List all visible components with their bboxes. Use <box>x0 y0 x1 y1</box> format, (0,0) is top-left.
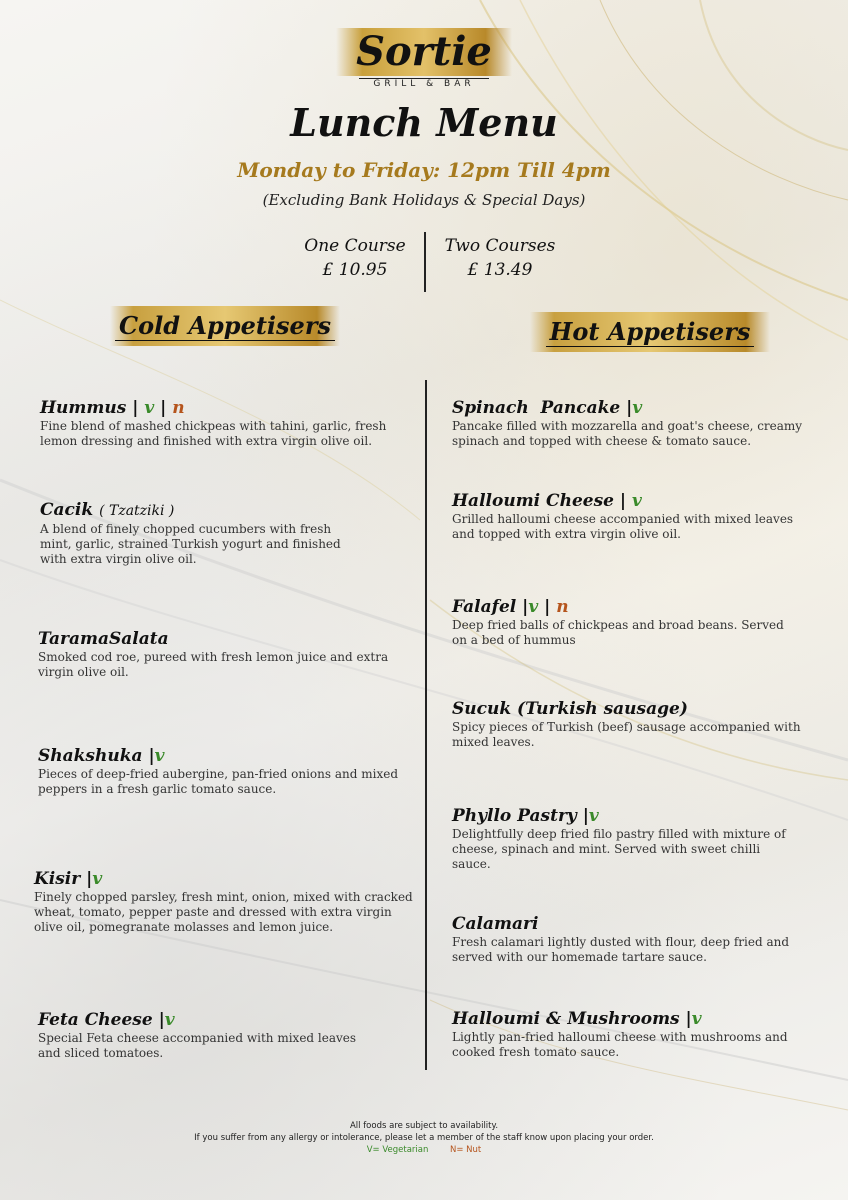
item-name: Cacik ( Tzatziki ) <box>40 500 175 520</box>
nut-tag: n <box>556 597 569 617</box>
item-description: Grilled halloumi cheese accompanied with mixed leaves and topped with extra virgin olive oil. <box>452 512 794 541</box>
item-description: Fine blend of mashed chickpeas with tahini, garlic, fresh lemon dressing and finished with extra virgin olive oil. <box>40 419 387 448</box>
one-course-amount: £ 10.95 <box>322 260 388 280</box>
menu-item-halloumi-cheese <box>452 491 812 542</box>
menu-item-feta-cheese <box>38 1010 368 1061</box>
item-description: A blend of finely chopped cucumbers with fresh mint, garlic, strained Turkish yogurt and finished with extra virgin olive oil. <box>40 522 341 566</box>
service-hours: Monday to Friday: 12pm Till 4pm <box>237 158 611 182</box>
item-name: Phyllo Pastry |v <box>452 806 599 826</box>
menu-title: Lunch Menu <box>290 100 558 145</box>
item-description: Delightfully deep fried filo pastry filled with mixture of cheese, spinach and mint. Served with sweet chilli sauce. <box>452 827 786 871</box>
vegetarian-tag: v <box>632 491 642 511</box>
hot-appetisers-heading-text: Hot Appetisers <box>546 317 755 347</box>
menu-item-cacik <box>40 500 360 567</box>
allergy-note: If you suffer from any allergy or intolerance, please let a member of the staff know upon placing your order. <box>194 1133 654 1143</box>
vegetarian-tag: v <box>691 1009 702 1029</box>
legend-nut: N= Nut <box>450 1145 482 1155</box>
menu-item-halloumi-mushrooms <box>452 1009 802 1060</box>
item-name: Sucuk (Turkish sausage) <box>452 699 688 719</box>
price-divider <box>424 232 426 292</box>
menu-item-shakshuka <box>38 746 408 797</box>
menu-item-phyllo-pastry <box>452 806 802 872</box>
footer-notes <box>0 1120 848 1156</box>
vegetarian-tag: v <box>528 597 539 617</box>
nut-tag: n <box>172 398 185 418</box>
item-name: Kisir |v <box>34 869 103 889</box>
menu-item-hummus <box>40 398 410 449</box>
menu-item-falafel <box>452 597 792 648</box>
vegetarian-tag: v <box>632 398 643 418</box>
item-name: Spinach Pancake |v <box>452 398 643 418</box>
vegetarian-tag: v <box>144 398 155 418</box>
vegetarian-tag: v <box>92 869 103 889</box>
vegetarian-tag: v <box>154 746 165 766</box>
item-description: Lightly pan-fried halloumi cheese with mushrooms and cooked fresh tomato sauce. <box>452 1030 788 1059</box>
brand-name: Sortie <box>336 28 512 76</box>
exclusion-note: (Excluding Bank Holidays & Special Days) <box>262 191 586 209</box>
item-name: Calamari <box>452 914 539 934</box>
hot-appetisers-heading <box>530 312 770 352</box>
item-name: Hummus | v | n <box>40 398 185 418</box>
one-course-label: One Course <box>304 236 406 256</box>
vegetarian-tag: v <box>164 1010 175 1030</box>
one-course-price <box>300 236 410 280</box>
menu-item-spinach-pancake <box>452 398 812 449</box>
vegetarian-tag: v <box>588 806 599 826</box>
two-courses-amount: £ 13.49 <box>467 260 533 280</box>
item-name: TaramaSalata <box>38 629 169 649</box>
brand-subtitle: GRILL & BAR <box>373 79 475 89</box>
cold-appetisers-heading <box>110 306 340 346</box>
item-name: Halloumi & Mushrooms |v <box>452 1009 702 1029</box>
item-name: Feta Cheese |v <box>38 1010 175 1030</box>
item-description: Finely chopped parsley, fresh mint, onion, mixed with cracked wheat, tomato, pepper paste and dressed with extra virgin olive oil, pomegranate molasses and lemon juice. <box>34 890 413 934</box>
item-description: Special Feta cheese accompanied with mixed leaves and sliced tomatoes. <box>38 1031 357 1060</box>
brand-logo <box>0 28 848 89</box>
legend <box>0 1144 848 1156</box>
item-description: Smoked cod roe, pureed with fresh lemon juice and extra virgin olive oil. <box>38 650 389 679</box>
item-description: Fresh calamari lightly dusted with flour, deep fried and served with our homemade tartare sauce. <box>452 935 790 964</box>
legend-vegetarian: V= Vegetarian <box>366 1145 429 1155</box>
item-description: Pancake filled with mozzarella and goat's cheese, creamy spinach and topped with cheese & tomato sauce. <box>452 419 803 448</box>
menu-item-calamari <box>452 914 812 965</box>
two-courses-label: Two Courses <box>444 236 556 256</box>
cold-appetisers-heading-text: Cold Appetisers <box>115 311 335 341</box>
item-name: Falafel |v | n <box>452 597 569 617</box>
item-description: Pieces of deep-fried aubergine, pan-fried onions and mixed peppers in a fresh garlic tomato sauce. <box>38 767 398 796</box>
item-description: Deep fried balls of chickpeas and broad beans. Served on a bed of hummus <box>452 618 784 647</box>
item-description: Spicy pieces of Turkish (beef) sausage accompanied with mixed leaves. <box>452 720 801 749</box>
two-courses-price <box>440 236 560 280</box>
menu-item-taramasalata <box>38 629 398 680</box>
menu-item-sucuk <box>452 699 802 750</box>
menu-item-kisir <box>34 869 414 935</box>
item-name: Halloumi Cheese | v <box>452 491 642 511</box>
availability-note: All foods are subject to availability. <box>349 1121 499 1131</box>
column-divider <box>425 380 427 1070</box>
item-name: Shakshuka |v <box>38 746 165 766</box>
